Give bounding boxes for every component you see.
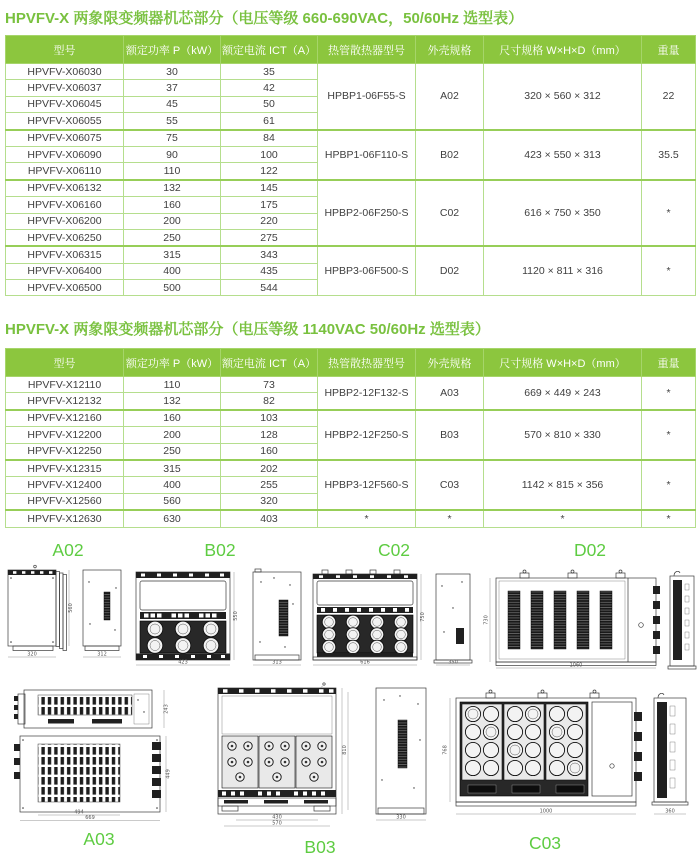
cell-weight: * <box>642 460 696 510</box>
cell-heatsink: HPBP2-06F250-S <box>318 180 416 247</box>
cell-shell: B03 <box>416 410 484 460</box>
cell-model: HPVFV-X06315 <box>6 246 124 263</box>
column-header: 尺寸规格 W×H×D（mm） <box>484 36 642 64</box>
cell-power: 200 <box>124 213 221 229</box>
cell-model: HPVFV-X12160 <box>6 410 124 427</box>
dimension-label: 320 <box>27 651 37 658</box>
cell-weight: * <box>642 246 696 296</box>
cell-shell: B02 <box>416 130 484 180</box>
cell-model: HPVFV-X06400 <box>6 263 124 279</box>
figure-b03 <box>196 680 444 856</box>
table-row <box>6 130 696 147</box>
cell-power: 400 <box>124 477 221 493</box>
cell-power: 110 <box>124 377 221 393</box>
cell-current: 35 <box>221 64 318 80</box>
dimension-label: 350 <box>448 659 458 666</box>
cell-power: 75 <box>124 130 221 147</box>
figure-label-c02: C02 <box>377 540 411 560</box>
cell-model: HPVFV-X12200 <box>6 427 124 443</box>
cell-size: 1120 × 811 × 316 <box>484 246 642 296</box>
table-row <box>6 377 696 393</box>
cell-weight: * <box>642 180 696 247</box>
cell-heatsink: HPBP3-12F560-S <box>318 460 416 510</box>
figure-c03 <box>440 684 698 855</box>
cell-current: 160 <box>221 443 318 460</box>
cell-current: 220 <box>221 213 318 229</box>
cell-size: 423 × 550 × 313 <box>484 130 642 180</box>
cell-heatsink: HPBP3-06F500-S <box>318 246 416 296</box>
cell-current: 128 <box>221 427 318 443</box>
cell-heatsink: HPBP2-12F132-S <box>318 377 416 410</box>
cell-shell: D02 <box>416 246 484 296</box>
cell-current: 73 <box>221 377 318 393</box>
cell-current: 61 <box>221 113 318 130</box>
spec-table-1140vac <box>5 348 696 528</box>
cell-model: HPVFV-X12110 <box>6 377 124 393</box>
dimension-label: 616 <box>360 659 370 666</box>
cell-current: 202 <box>221 460 318 477</box>
cell-current: 343 <box>221 246 318 263</box>
cell-power: 55 <box>124 113 221 130</box>
dimension-label: 423 <box>178 659 188 666</box>
cell-shell: * <box>416 510 484 527</box>
cell-model: HPVFV-X06075 <box>6 130 124 147</box>
cell-power: 560 <box>124 493 221 510</box>
a02-drawing <box>5 562 131 666</box>
cell-power: 90 <box>124 146 221 162</box>
a03-drawing <box>8 686 190 822</box>
figure-label-c03: C03 <box>528 833 562 853</box>
column-header: 型号 <box>6 36 124 64</box>
cell-power: 160 <box>124 197 221 213</box>
column-header: 外壳规格 <box>416 349 484 377</box>
dimension-label: 750 <box>420 612 426 622</box>
column-header: 外壳规格 <box>416 36 484 64</box>
cell-current: 84 <box>221 130 318 147</box>
table-row <box>6 510 696 527</box>
cell-model: HPVFV-X06250 <box>6 229 124 246</box>
cell-current: 82 <box>221 393 318 410</box>
dimension-label: 810 <box>342 745 348 755</box>
spec-table-660-690vac <box>5 35 696 296</box>
cell-model: HPVFV-X06132 <box>6 180 124 197</box>
column-header: 重量 <box>642 36 696 64</box>
d02-drawing <box>482 562 698 670</box>
figure-b02 <box>133 538 307 673</box>
column-header: 重量 <box>642 349 696 377</box>
dimension-label: 449 <box>165 769 172 779</box>
cell-model: HPVFV-X12630 <box>6 510 124 527</box>
table-row <box>6 410 696 427</box>
cell-model: HPVFV-X06110 <box>6 163 124 180</box>
cell-model: HPVFV-X06037 <box>6 80 124 96</box>
cell-current: 544 <box>221 280 318 296</box>
dimension-label: 313 <box>272 659 282 666</box>
cell-weight: * <box>642 510 696 527</box>
b03-drawing <box>196 680 444 830</box>
c02-drawing <box>310 562 478 668</box>
cell-current: 255 <box>221 477 318 493</box>
cell-model: HPVFV-X12132 <box>6 393 124 410</box>
dimension-label: 730 <box>483 615 490 625</box>
cell-current: 100 <box>221 146 318 162</box>
column-header: 额定电流 ICT（A） <box>221 349 318 377</box>
cell-power: 30 <box>124 64 221 80</box>
table-row <box>6 64 696 80</box>
cell-power: 160 <box>124 410 221 427</box>
figure-c02 <box>310 538 478 673</box>
cell-shell: C02 <box>416 180 484 247</box>
cell-model: HPVFV-X06160 <box>6 197 124 213</box>
table-row <box>6 180 696 197</box>
cell-power: 37 <box>124 80 221 96</box>
column-header: 尺寸规格 W×H×D（mm） <box>484 349 642 377</box>
dimension-label: 430 <box>272 814 282 821</box>
cell-model: HPVFV-X12315 <box>6 460 124 477</box>
dimension-label: 494 <box>74 809 84 816</box>
cell-current: 175 <box>221 197 318 213</box>
dimension-label: 312 <box>97 651 107 658</box>
cell-shell: C03 <box>416 460 484 510</box>
column-header: 热管散热器型号 <box>318 349 416 377</box>
dimension-label: 1060 <box>569 662 583 669</box>
column-header: 额定电流 ICT（A） <box>221 36 318 64</box>
cell-power: 250 <box>124 443 221 460</box>
cell-model: HPVFV-X06200 <box>6 213 124 229</box>
cell-power: 630 <box>124 510 221 527</box>
cell-model: HPVFV-X12560 <box>6 493 124 510</box>
column-header: 额定功率 P（kW） <box>124 349 221 377</box>
column-header: 额定功率 P（kW） <box>124 36 221 64</box>
cell-model: HPVFV-X12400 <box>6 477 124 493</box>
dimension-label: 768 <box>442 745 449 755</box>
dimension-label: 330 <box>396 814 406 821</box>
cell-current: 145 <box>221 180 318 197</box>
cell-power: 315 <box>124 460 221 477</box>
cell-heatsink: HPBP2-12F250-S <box>318 410 416 460</box>
cell-size: 570 × 810 × 330 <box>484 410 642 460</box>
cell-size: 616 × 750 × 350 <box>484 180 642 247</box>
figure-label-b03: B03 <box>304 837 336 856</box>
c03-drawing <box>440 684 692 826</box>
dimension-label: 570 <box>272 820 282 827</box>
table2-title: HPVFV-X 两象限变频器机芯部分（电压等级 1140VAC 50/60Hz 选型表） <box>5 321 490 338</box>
cell-heatsink: HPBP1-06F110-S <box>318 130 416 180</box>
cell-power: 315 <box>124 246 221 263</box>
figure-d02 <box>482 538 698 675</box>
cell-model: HPVFV-X06500 <box>6 280 124 296</box>
dimension-label: 560 <box>68 603 74 613</box>
cell-size: 1142 × 815 × 356 <box>484 460 642 510</box>
cell-power: 110 <box>124 163 221 180</box>
table-header-row <box>6 36 696 64</box>
cell-size: 320 × 560 × 312 <box>484 64 642 130</box>
cell-power: 200 <box>124 427 221 443</box>
cell-heatsink: * <box>318 510 416 527</box>
cell-size: 669 × 449 × 243 <box>484 377 642 410</box>
figure-a03 <box>8 686 190 851</box>
dimension-label: 360 <box>665 808 675 815</box>
b02-drawing <box>133 562 307 668</box>
cell-weight: * <box>642 410 696 460</box>
column-header: 热管散热器型号 <box>318 36 416 64</box>
dimension-label: 243 <box>163 704 170 714</box>
cell-current: 50 <box>221 96 318 112</box>
cell-model: HPVFV-X06090 <box>6 146 124 162</box>
cell-size: * <box>484 510 642 527</box>
cell-current: 275 <box>221 229 318 246</box>
dimension-label: 550 <box>233 611 239 621</box>
table-row <box>6 460 696 477</box>
cell-current: 435 <box>221 263 318 279</box>
table-header-row <box>6 349 696 377</box>
figure-a02 <box>5 538 131 671</box>
cell-model: HPVFV-X06045 <box>6 96 124 112</box>
cell-shell: A03 <box>416 377 484 410</box>
cell-power: 250 <box>124 229 221 246</box>
cell-shell: A02 <box>416 64 484 130</box>
cell-power: 500 <box>124 280 221 296</box>
cell-current: 42 <box>221 80 318 96</box>
cell-power: 132 <box>124 393 221 410</box>
column-header: 型号 <box>6 349 124 377</box>
figure-label-a02: A02 <box>52 540 84 560</box>
cell-power: 400 <box>124 263 221 279</box>
cell-current: 103 <box>221 410 318 427</box>
cell-power: 45 <box>124 96 221 112</box>
cell-weight: 22 <box>642 64 696 130</box>
table-row <box>6 246 696 263</box>
cell-heatsink: HPBP1-06F55-S <box>318 64 416 130</box>
cell-weight: * <box>642 377 696 410</box>
cell-weight: 35.5 <box>642 130 696 180</box>
cell-current: 403 <box>221 510 318 527</box>
figure-label-b02: B02 <box>204 540 236 560</box>
cell-power: 132 <box>124 180 221 197</box>
cell-current: 122 <box>221 163 318 180</box>
dimension-label: 1000 <box>539 808 553 815</box>
cell-model: HPVFV-X06030 <box>6 64 124 80</box>
cell-model: HPVFV-X12250 <box>6 443 124 460</box>
table1-title: HPVFV-X 两象限变频器机芯部分（电压等级 660-690VAC，50/60Hz 选型表） <box>5 10 524 27</box>
figure-label-d02: D02 <box>573 540 607 560</box>
cell-model: HPVFV-X06055 <box>6 113 124 130</box>
cell-current: 320 <box>221 493 318 510</box>
figure-label-a03: A03 <box>83 829 115 849</box>
dimension-label: 669 <box>85 815 95 821</box>
